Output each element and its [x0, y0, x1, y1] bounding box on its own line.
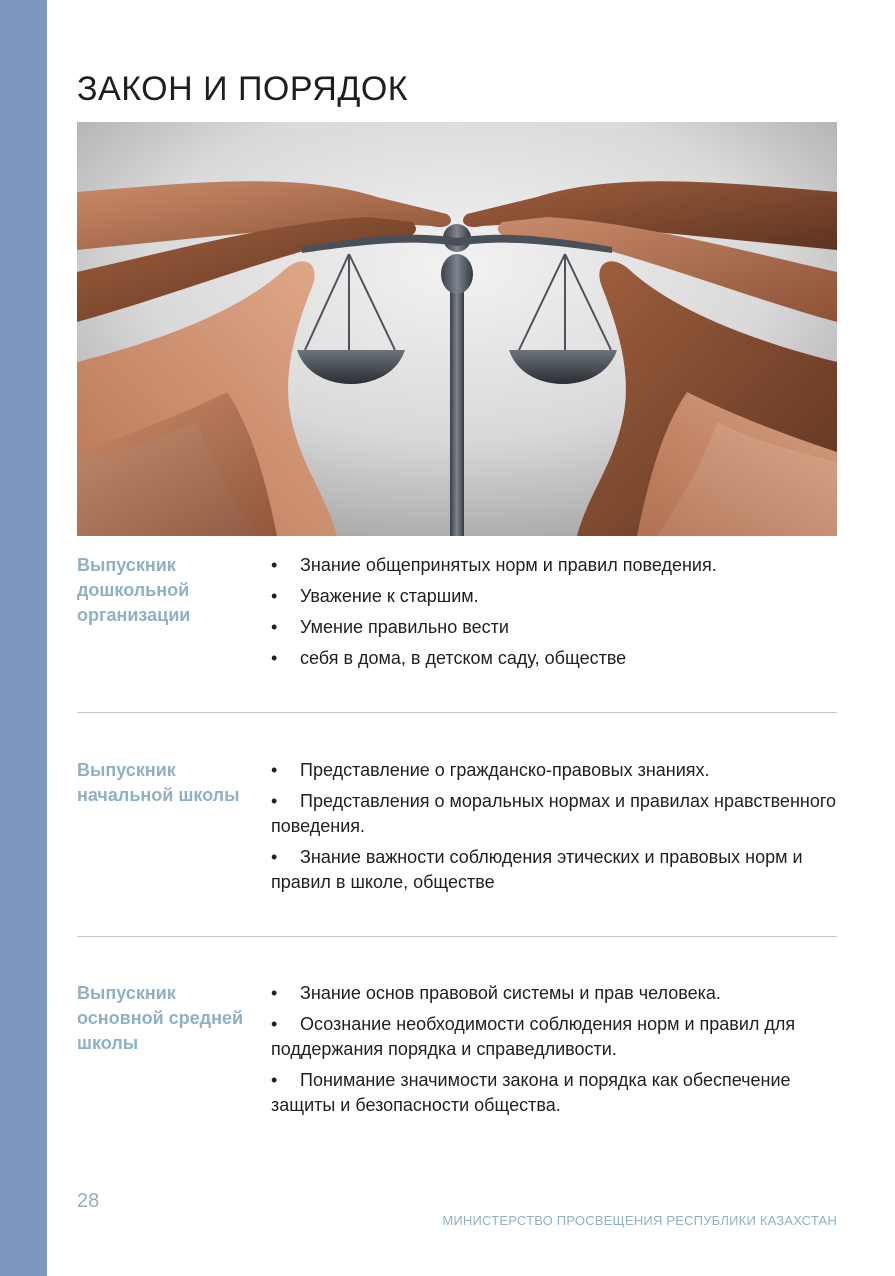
bullet-icon: • [271, 586, 278, 606]
section-label: Выпускник начальной школы [77, 760, 240, 805]
section-label: Выпускник дошкольной организации [77, 555, 191, 625]
section-label: Выпускник основной средней школы [77, 983, 244, 1053]
bullet-icon: • [271, 847, 278, 867]
bullet-icon: • [271, 555, 278, 575]
list-item: • Осознание необходимости соблюдения норм и правил для поддержания порядка и справедливости. [271, 1014, 796, 1059]
footer-ministry: МИНИСТЕРСТВО ПРОСВЕЩЕНИЯ РЕСПУБЛИКИ КАЗАХСТАН [442, 1213, 837, 1228]
bullet-icon: • [271, 1070, 278, 1090]
list-item: • Умение правильно вести [271, 615, 837, 640]
list-item: • Представления о моральных нормах и правилах нравственного поведения. [271, 791, 837, 836]
scales-of-justice-illustration [77, 122, 837, 536]
hero-image [77, 122, 837, 536]
list-item: • Уважение к старшим. [271, 584, 837, 609]
section-divider [77, 936, 837, 937]
list-item: • Знание общепринятых норм и правил поведения. [271, 553, 837, 578]
list-item: • Знание основ правовой системы и прав человека. [271, 981, 837, 1006]
list-item: • Знание важности соблюдения этических и правовых норм и правил в школе, обществе [271, 847, 803, 892]
bullet-icon: • [271, 791, 278, 811]
list-item: • себя в дома, в детском саду, обществе [271, 646, 837, 671]
bullet-list [271, 758, 837, 901]
bullet-icon: • [271, 648, 278, 668]
page-number: 28 [77, 1190, 100, 1212]
bullet-icon: • [271, 617, 278, 637]
page-title: ЗАКОН И ПОРЯДОК [77, 70, 409, 108]
bullet-list [271, 981, 837, 1124]
section-divider [77, 712, 837, 713]
bullet-icon: • [271, 1014, 278, 1034]
bullet-list [271, 553, 837, 677]
bullet-icon: • [271, 983, 278, 1003]
list-item: • Понимание значимости закона и порядка как обеспечение защиты и безопасности общества. [271, 1070, 791, 1115]
list-item: • Представление о гражданско-правовых знаниях. [271, 758, 837, 783]
bullet-icon: • [271, 760, 278, 780]
side-stripe [0, 0, 47, 1276]
